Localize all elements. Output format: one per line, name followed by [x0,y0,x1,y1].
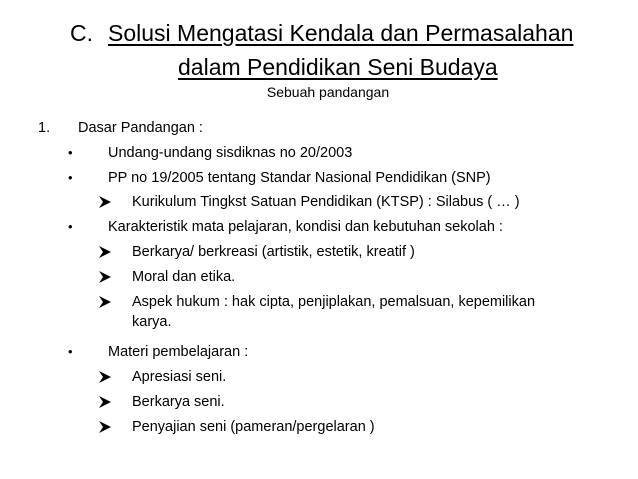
arrow-bullet-icon [98,420,112,434]
title-prefix: C. [70,20,93,46]
list-item-text: Karakteristik mata pelajaran, kondisi dan kebutuhan sekolah : [108,219,503,235]
sub-list-item-text: Kurikulum Tingkst Satuan Pendidikan (KTSP) : Silabus ( … ) [132,194,520,210]
arrow-bullet-icon [98,395,112,409]
bullet-icon: • [68,170,73,185]
list-item-text: Materi pembelajaran : [108,344,249,360]
section-heading-row [38,118,203,138]
arrow-bullet-icon [98,245,112,259]
arrow-bullet-icon [98,270,112,284]
bullet-icon: • [68,219,73,234]
sub-list-item-text: Aspek hukum : hak cipta, penjiplakan, pemalsuan, kepemilikan [132,294,536,310]
section-heading: Dasar Pandangan : [78,120,203,136]
list-item-text: PP no 19/2005 tentang Standar Nasional Pendidikan (SNP) [108,170,491,186]
bullet-icon: • [68,344,73,359]
title-line-1: Solusi Mengatasi Kendala dan Permasalahan [108,20,574,46]
sub-list-item-text: Berkarya/ berkreasi (artistik, estetik, kreatif ) [132,244,415,260]
list-item-text: Undang-undang sisdiknas no 20/2003 [108,145,353,161]
sub-list-item-continuation [132,312,172,332]
sub-list-item-text: Penyajian seni (pameran/pergelaran ) [132,419,375,435]
sub-list-item-text: Moral dan etika. [132,269,236,285]
arrow-bullet-icon [98,370,112,384]
subtitle: Sebuah pandangan [266,84,390,100]
bullet-icon: • [68,145,73,160]
sub-list-item-text: karya. [132,314,172,330]
title-line-2: dalam Pendidikan Seni Budaya [178,54,498,80]
sub-list-item-text: Apresiasi seni. [132,369,227,385]
sub-list-item-text: Berkarya seni. [132,394,225,410]
arrow-bullet-icon [98,295,112,309]
arrow-bullet-icon [98,195,112,209]
section-number: 1. [38,120,51,136]
